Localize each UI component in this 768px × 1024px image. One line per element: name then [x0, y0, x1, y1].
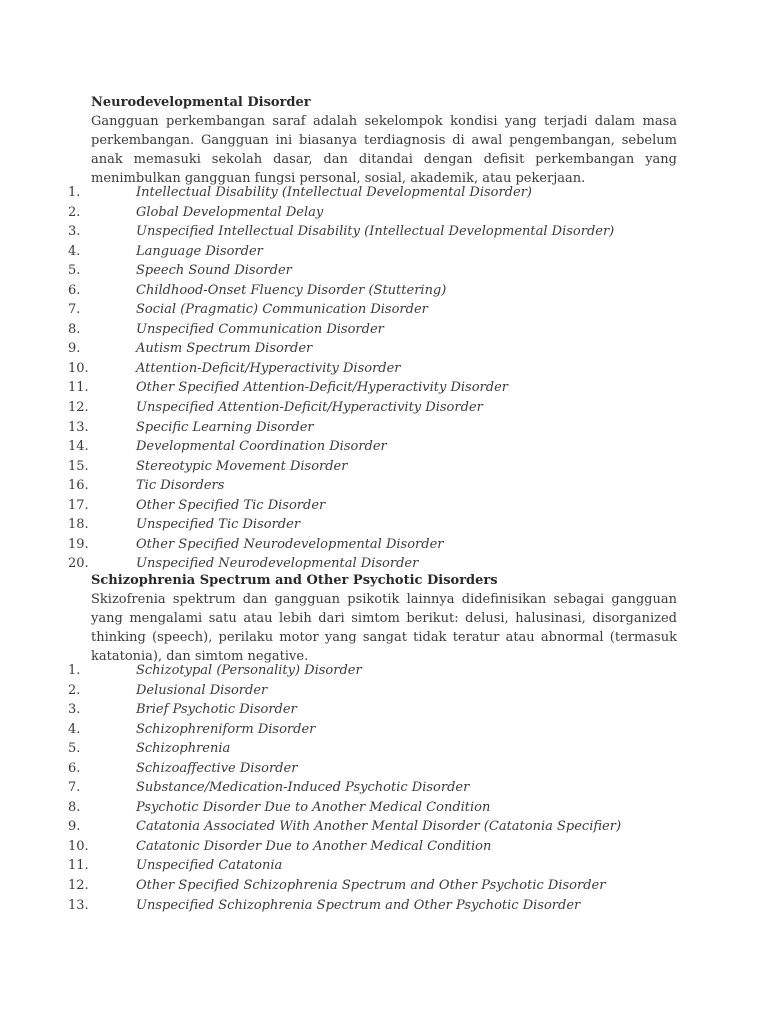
list-item-number: 1.: [68, 663, 81, 678]
list-item-number: 10.: [68, 360, 89, 376]
list-item-text: Substance/Medication-Induced Psychotic Disorder: [136, 780, 470, 796]
list-item-text: Other Specified Tic Disorder: [136, 497, 326, 513]
list-item: [0, 183, 768, 203]
list-item: [0, 700, 768, 720]
list-item-text: Tic Disorders: [136, 478, 225, 494]
list-item-number: 4.: [68, 721, 81, 737]
list-item-text: Schizophrenia: [136, 741, 231, 757]
section-paragraph-neurodevelopmental: Gangguan perkembangan saraf adalah sekelompok kondisi yang terjadi dalam masa perkembangan. Gangguan ini biasanya terdiagnosis di awal pengembangan, sebelum anak memasuki sekolah dasar, dan ditandai dengan defisit perkembangan yang menimbulkan gangguan fungsi personal, sosial, akademik, atau pekerjaan.: [91, 114, 677, 186]
list-item-number: 6.: [68, 760, 81, 776]
disorder-list-schizophrenia: [0, 661, 768, 915]
list-item: [0, 339, 768, 359]
list-item: [0, 739, 768, 759]
list-item: [0, 896, 768, 916]
list-item: [0, 515, 768, 535]
list-item: [0, 759, 768, 779]
list-item: [0, 837, 768, 857]
list-item: [0, 681, 768, 701]
list-item-number: 8.: [68, 321, 81, 337]
list-item-number: 9.: [68, 341, 81, 357]
list-item-number: 3.: [68, 702, 81, 718]
list-item: [0, 535, 768, 555]
list-item-number: 10.: [68, 838, 89, 854]
list-item-text: Unspecified Communication Disorder: [136, 321, 384, 337]
list-item: [0, 398, 768, 418]
list-item-text: Childhood-Onset Fluency Disorder (Stuttering): [136, 282, 447, 298]
list-item-text: Unspecified Neurodevelopmental Disorder: [136, 556, 419, 572]
list-item: [0, 418, 768, 438]
list-item-text: Schizoaffective Disorder: [136, 760, 298, 776]
list-item: [0, 242, 768, 262]
list-item-text: Delusional Disorder: [136, 682, 268, 698]
list-item-text: Unspecified Tic Disorder: [136, 517, 301, 533]
list-item-number: 5.: [68, 263, 81, 279]
list-item-text: Catatonia Associated With Another Mental Disorder (Catatonia Specifier): [136, 819, 622, 835]
list-item-number: 4.: [68, 243, 81, 259]
section-heading-schizophrenia: Schizophrenia Spectrum and Other Psychotic Disorders: [91, 573, 498, 588]
list-item-number: 11.: [68, 858, 89, 874]
list-item-text: Language Disorder: [136, 243, 263, 259]
list-item-text: Unspecified Catatonia: [136, 858, 283, 874]
list-item-number: 12.: [68, 400, 89, 416]
section-paragraph-schizophrenia: Skizofrenia spektrum dan gangguan psikotik lainnya didefinisikan sebagai gangguan yang mengalami satu atau lebih dari simtom berikut: delusi, halusinasi, disorganized thinking (speech), perilaku motor yang sangat tidak teratur atau abnormal (termasuk katatonia), dan simtom negative.: [91, 592, 677, 664]
list-item-number: 7.: [68, 302, 81, 318]
list-item-text: Social (Pragmatic) Communication Disorder: [136, 302, 428, 318]
list-item-number: 7.: [68, 780, 81, 796]
list-item-text: Other Specified Attention-Deficit/Hyperactivity Disorder: [136, 380, 508, 396]
list-item-text: Stereotypic Movement Disorder: [136, 458, 348, 474]
list-item-text: Specific Learning Disorder: [136, 419, 314, 435]
list-item-text: Attention-Deficit/Hyperactivity Disorder: [136, 360, 401, 376]
list-item: [0, 457, 768, 477]
list-item-text: Unspecified Attention-Deficit/Hyperactivity Disorder: [136, 400, 483, 416]
list-item-number: 2.: [68, 682, 81, 698]
list-item-number: 6.: [68, 282, 81, 298]
list-item-number: 13.: [68, 419, 89, 435]
list-item: [0, 661, 768, 681]
list-item-text: Developmental Coordination Disorder: [136, 439, 387, 455]
list-item: [0, 720, 768, 740]
list-item-number: 9.: [68, 819, 81, 835]
list-item-text: Schizophreniform Disorder: [136, 721, 316, 737]
list-item-text: Schizotypal (Personality) Disorder: [136, 663, 362, 678]
list-item: [0, 437, 768, 457]
list-item-number: 3.: [68, 224, 81, 240]
list-item-number: 12.: [68, 878, 89, 894]
list-item-number: 5.: [68, 741, 81, 757]
list-item: [0, 817, 768, 837]
list-item-number: 1.: [68, 185, 81, 200]
list-item-text: Catatonic Disorder Due to Another Medical Condition: [136, 838, 492, 854]
list-item-number: 18.: [68, 517, 89, 533]
list-item: [0, 222, 768, 242]
list-item: [0, 778, 768, 798]
list-item-number: 20.: [68, 556, 89, 572]
list-item-number: 2.: [68, 204, 81, 220]
list-item-text: Psychotic Disorder Due to Another Medical Condition: [136, 799, 491, 815]
list-item-number: 14.: [68, 439, 89, 455]
list-item: [0, 496, 768, 516]
list-item-number: 15.: [68, 458, 89, 474]
list-item: [0, 856, 768, 876]
list-item-number: 8.: [68, 799, 81, 815]
list-item: [0, 876, 768, 896]
list-item: [0, 554, 768, 574]
list-item: [0, 320, 768, 340]
list-item: [0, 476, 768, 496]
list-item-text: Autism Spectrum Disorder: [136, 341, 313, 357]
list-item: [0, 261, 768, 281]
disorder-list-neurodevelopmental: [0, 183, 768, 574]
list-item-text: Global Developmental Delay: [136, 204, 324, 220]
list-item: [0, 798, 768, 818]
section-heading-neurodevelopmental: Neurodevelopmental Disorder: [91, 95, 311, 110]
list-item: [0, 359, 768, 379]
list-item-text: Unspecified Schizophrenia Spectrum and Other Psychotic Disorder: [136, 897, 581, 913]
list-item: [0, 281, 768, 301]
list-item-text: Other Specified Neurodevelopmental Disorder: [136, 536, 444, 552]
list-item: [0, 203, 768, 223]
list-item-number: 17.: [68, 497, 89, 513]
list-item-number: 16.: [68, 478, 89, 494]
list-item-text: Other Specified Schizophrenia Spectrum and Other Psychotic Disorder: [136, 878, 606, 894]
list-item-text: Speech Sound Disorder: [136, 263, 292, 279]
list-item-number: 13.: [68, 897, 89, 913]
list-item-number: 19.: [68, 536, 89, 552]
list-item-text: Unspecified Intellectual Disability (Intellectual Developmental Disorder): [136, 224, 615, 240]
list-item-text: Brief Psychotic Disorder: [136, 702, 297, 718]
list-item: [0, 378, 768, 398]
list-item-text: Intellectual Disability (Intellectual Developmental Disorder): [136, 185, 532, 200]
list-item: [0, 300, 768, 320]
list-item-number: 11.: [68, 380, 89, 396]
